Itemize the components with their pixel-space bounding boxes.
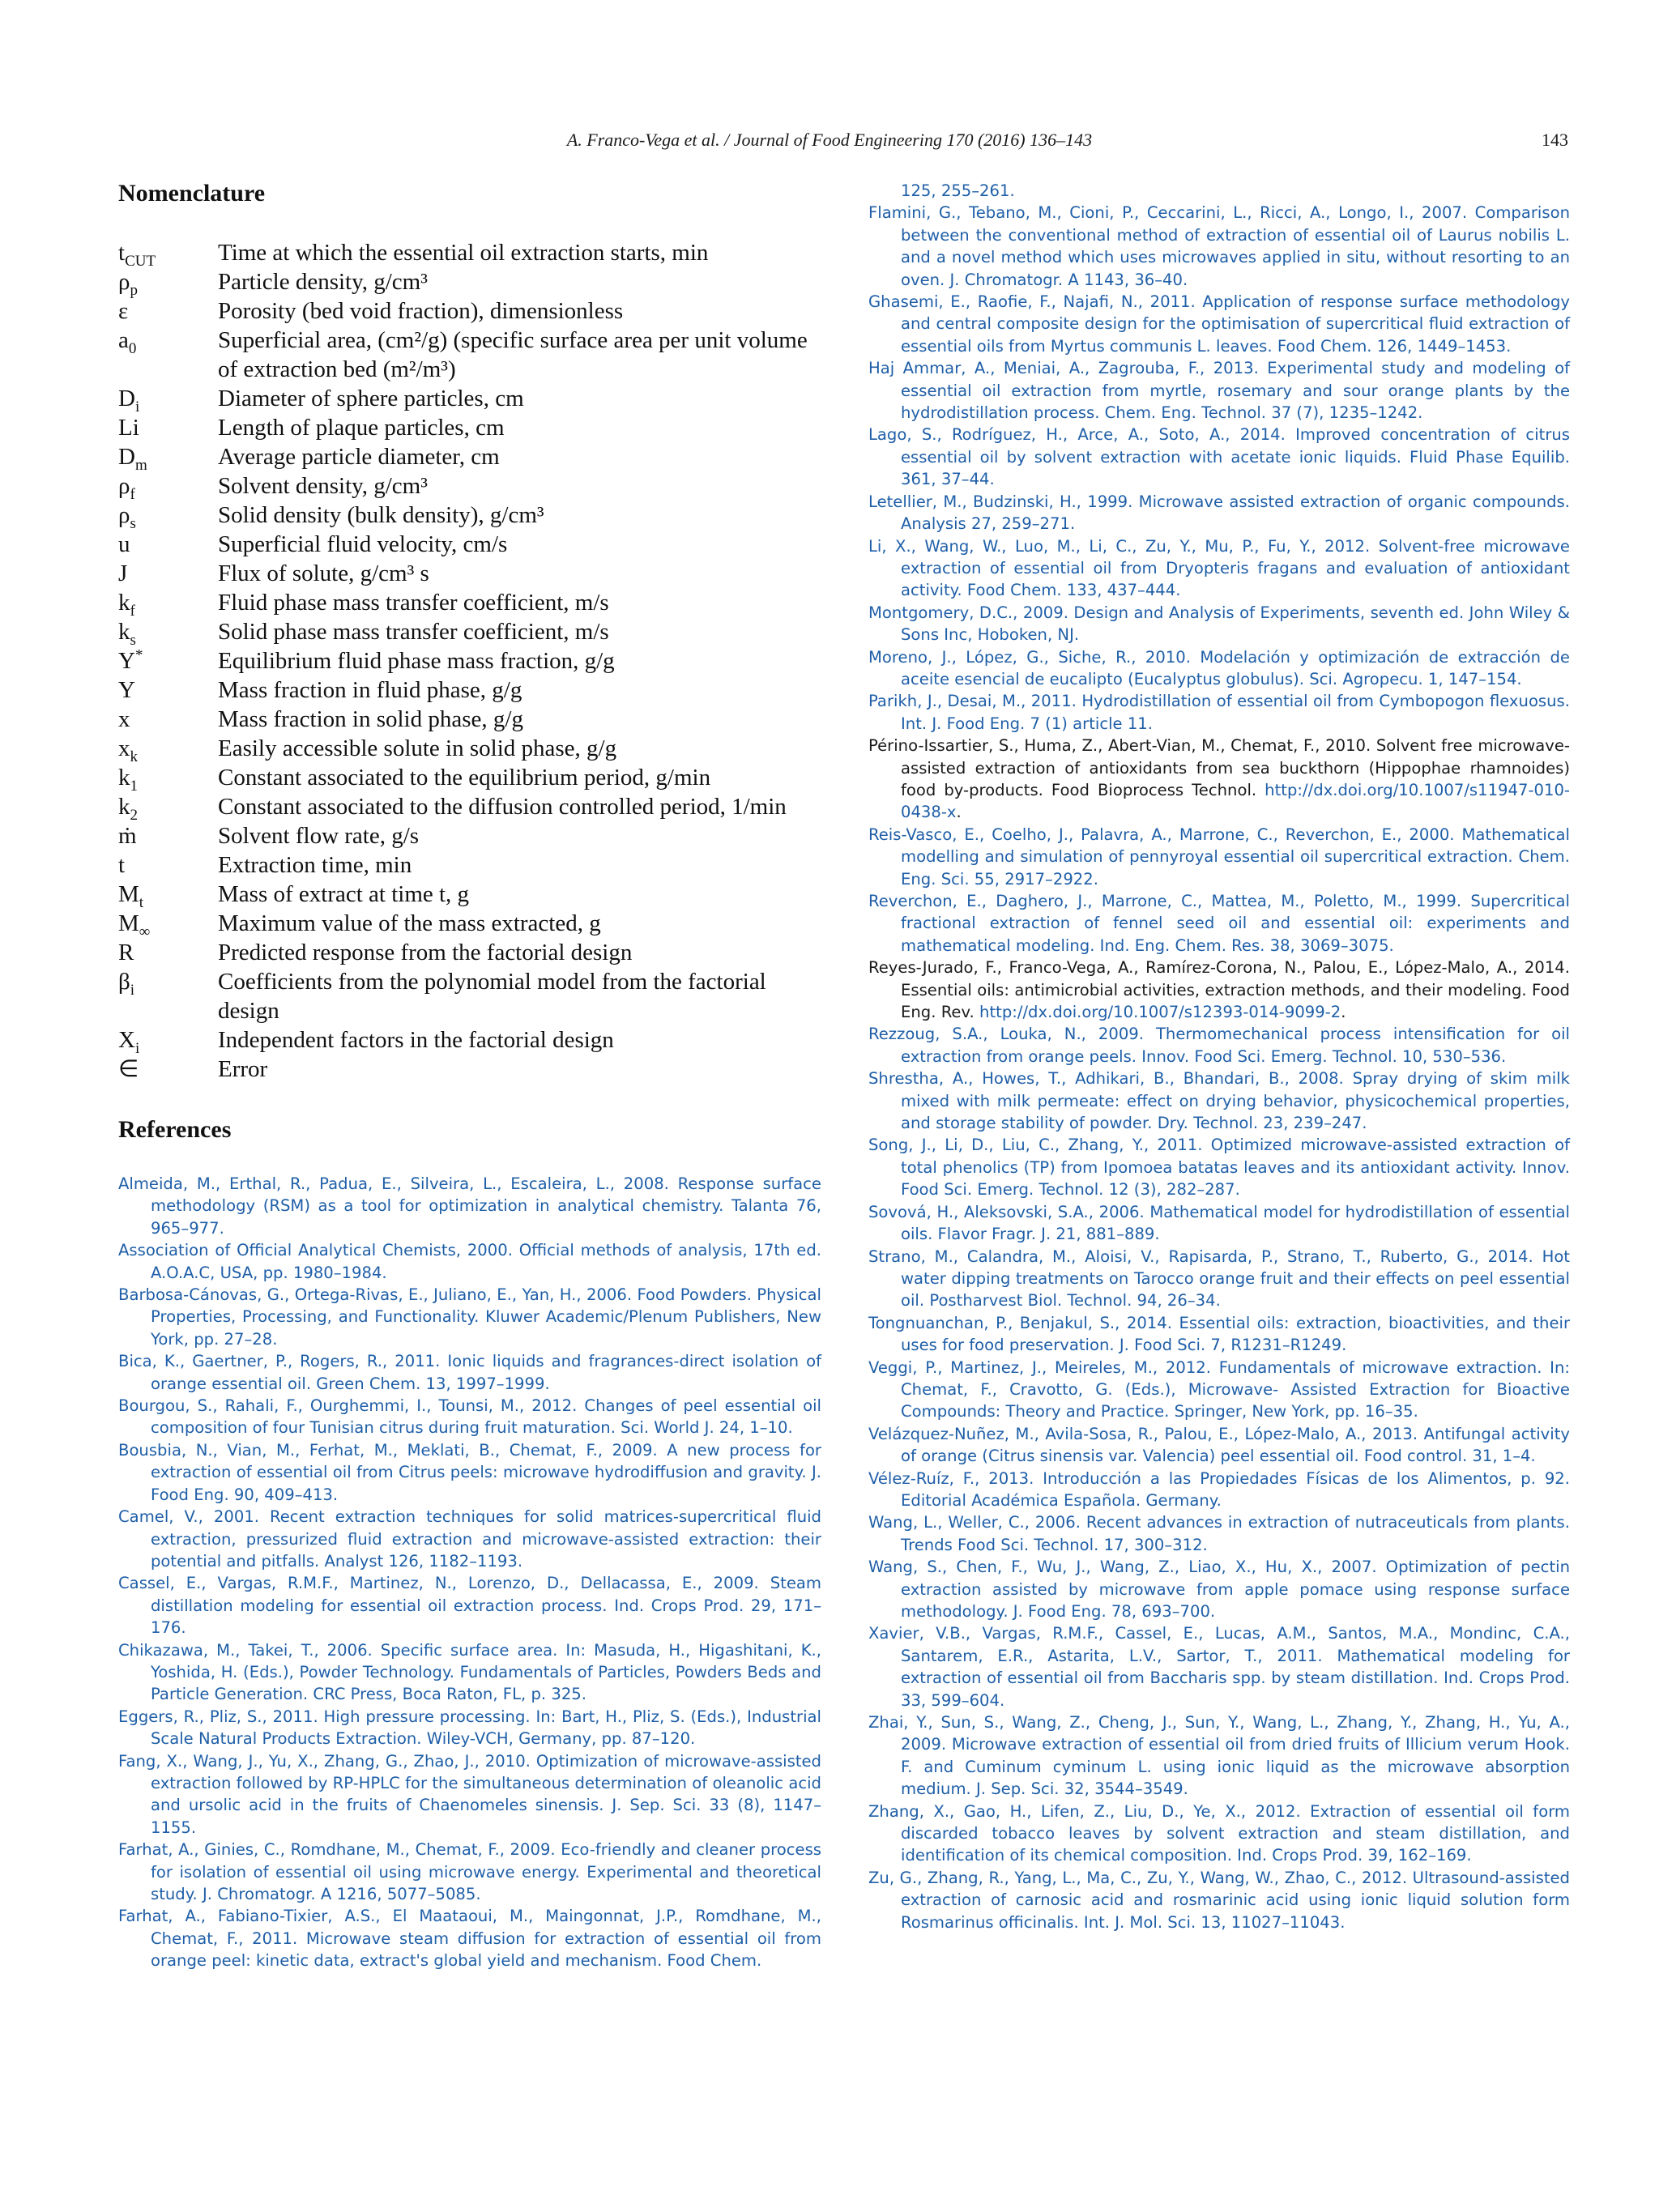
reference-entry[interactable]: 125, 255–261. — [901, 181, 1015, 200]
nomenclature-row — [118, 850, 821, 880]
reference-entry[interactable]: Bousbia, N., Vian, M., Ferhat, M., Meklati, B., Chemat, F., 2009. A new process for extraction of essential oil from Citrus peels: microwave hydrodiffusion and gravity. J. Food Eng. 90, 409–413. — [118, 1440, 821, 1504]
nomenclature-symbol: Li — [118, 415, 139, 441]
reference-entry[interactable]: Chikazawa, M., Takei, T., 2006. Specific surface area. In: Masuda, H., Higashitani, K., Yoshida, H. (Eds.), Powder Technology. Fundamentals of Particles, Powders Beds and Particle Generation. CRC Press, Boca Raton, FL, p. 325. — [118, 1640, 821, 1704]
nomenclature-symbol: $k_1$ — [118, 765, 138, 795]
nomenclature-definition: Superficial area, (cm²/g) (specific surface area per unit volume of extraction bed (m²/m³) — [218, 327, 808, 382]
reference-entry[interactable]: Tongnuanchan, P., Benjakul, S., 2014. Essential oils: extraction, bioactivities, and their uses for food preservation. J. Food Sci. 7, R1231–R1249. — [868, 1313, 1570, 1355]
nomenclature-row — [118, 967, 821, 1025]
reference-entry[interactable]: Zhang, X., Gao, H., Lifen, Z., Liu, D., Ye, X., 2012. Extraction of essential oil form discarded tobacco leaves by solvent extraction and steam distillation, and identification of its chemical composition. Ind. Crops Prod. 39, 162–169. — [868, 1801, 1570, 1865]
nomenclature-row — [118, 1055, 821, 1084]
nomenclature-definition: Mass of extract at time t, g — [218, 881, 470, 907]
nomenclature-definition: Fluid phase mass transfer coefficient, m/s — [218, 590, 609, 616]
nomenclature-row — [118, 938, 821, 967]
reference-entry[interactable]: Barbosa-Cánovas, G., Ortega-Rivas, E., Juliano, E., Yan, H., 2006. Food Powders. Physical Properties, Processing, and Functionality. Kluwer Academic/Plenum Publishers, New York, pp. 27–28. — [118, 1285, 821, 1349]
nomenclature-definition: Solid phase mass transfer coefficient, m/s — [218, 619, 609, 645]
reference-entry[interactable]: Moreno, J., López, G., Siche, R., 2010. Modelación y optimización de extracción de aceite esencial de eucalipto (Eucalyptus globulus). Sci. Agropecu. 1, 147–154. — [868, 647, 1570, 688]
reference-entry[interactable]: Shrestha, A., Howes, T., Adhikari, B., Bhandari, B., 2008. Spray drying of skim milk mixed with milk permeate: effect on drying behavior, physicochemical properties, and storage stability of powder. Dry. Technol. 23, 239–247. — [868, 1069, 1570, 1133]
nomenclature-definition: Mass fraction in solid phase, g/g — [218, 706, 523, 732]
nomenclature-symbol: $\rho_p$ — [118, 269, 138, 299]
nomenclature-symbol: $x_k$ — [118, 735, 138, 765]
reference-entry[interactable]: Xavier, V.B., Vargas, R.M.F., Cassel, E., Lucas, A.M., Santos, M.A., Mondinc, C.A., Santarem, E.R., Astarita, L.V., Sartor, T., 2011. Mathematical modeling for extraction of essential oil from Baccharis spp. by steam distillation. Ind. Crops Prod. 33, 599–604. — [868, 1624, 1570, 1710]
running-header — [0, 130, 1659, 154]
nomenclature-row — [118, 676, 821, 705]
left-column — [118, 180, 821, 1972]
nomenclature-symbol: ε — [118, 298, 129, 324]
nomenclature-definition: Superficial fluid velocity, cm/s — [218, 531, 508, 557]
nomenclature-definition: Constant associated to the diffusion controlled period, 1/min — [218, 794, 787, 820]
nomenclature-definition: Solid density (bulk density), g/cm³ — [218, 502, 544, 528]
page-number: 143 — [1542, 130, 1568, 150]
nomenclature-definition: Flux of solute, g/cm³ s — [218, 560, 429, 586]
nomenclature-definition: Independent factors in the factorial design — [218, 1027, 614, 1053]
nomenclature-symbol: $k_2$ — [118, 794, 138, 824]
right-column — [868, 180, 1570, 1933]
reference-entry[interactable]: Sovová, H., Aleksovski, S.A., 2006. Mathematical model for hydrodistillation of essential oils. Flavor Fragr. J. 21, 881–889. — [868, 1202, 1570, 1244]
nomenclature-row — [118, 792, 821, 821]
nomenclature-symbol: Y* — [118, 646, 143, 674]
nomenclature-definition: Coefficients from the polynomial model from the factorial design — [218, 969, 766, 1024]
nomenclature-row — [118, 909, 821, 938]
nomenclature-symbol: Y — [118, 677, 135, 703]
reference-entry[interactable]: Song, J., Li, D., Liu, C., Zhang, Y., 2011. Optimized microwave-assisted extraction of total phenolics (TP) from Ipomoea batatas leaves and its antioxidant activity. Innov. Food Sci. Emerg. Technol. 12 (3), 282–287. — [868, 1136, 1570, 1200]
references-list-left — [118, 1173, 821, 1972]
nomenclature-table — [118, 238, 821, 1084]
reference-entry[interactable]: Bourgou, S., Rahali, F., Ourghemmi, I., Tounsi, M., 2012. Changes of peel essential oil composition of four Tunisian citrus during fruit maturation. Sci. World J. 24, 1–10. — [118, 1396, 821, 1438]
nomenclature-row — [118, 821, 821, 850]
reference-entry[interactable]: Zhai, Y., Sun, S., Wang, Z., Cheng, J., Sun, Y., Wang, L., Zhang, Y., Zhang, H., Yu, A., 2009. Microwave extraction of essential oil from dried fruits of Illicium verum Hook. F. and Cuminum cyminum L. using ionic liquid as the microwave absorption medium. J. Sep. Sci. 32, 3544–3549. — [868, 1713, 1570, 1799]
reference-entry[interactable]: Farhat, A., Fabiano-Tixier, A.S., El Maataoui, M., Maingonnat, J.P., Romdhane, M., Chemat, F., 2011. Microwave steam diffusion for extraction of essential oil from orange peel: kinetic data, extract's global yield and mechanism. Food Chem. — [118, 1907, 821, 1971]
nomenclature-definition: Equilibrium fluid phase mass fraction, g/g — [218, 648, 615, 674]
reference-entry[interactable]: Almeida, M., Erthal, R., Padua, E., Silveira, L., Escaleira, L., 2008. Response surface methodology (RSM) as a tool for optimization in analytical chemistry. Talanta 76, 965–977. — [118, 1174, 821, 1238]
nomenclature-symbol: $M_\infty$ — [118, 910, 151, 940]
nomenclature-row — [118, 734, 821, 763]
reference-entry[interactable]: Reverchon, E., Daghero, J., Marrone, C., Mattea, M., Poletto, M., 1999. Supercritical fractional extraction of fennel seed oil and essential oil: experiments and mathematical modeling. Ind. Eng. Chem. Res. 38, 3069–3075. — [868, 892, 1570, 955]
nomenclature-definition: Extraction time, min — [218, 852, 412, 878]
nomenclature-row — [118, 705, 821, 734]
reference-entry[interactable]: Strano, M., Calandra, M., Aloisi, V., Rapisarda, P., Strano, T., Ruberto, G., 2014. Hot water dipping treatments on Tarocco orange fruit and their effects on peel essential oil. Postharvest Biol. Technol. 94, 26–34. — [868, 1247, 1570, 1311]
nomenclature-row — [118, 326, 821, 384]
reference-entry: Reyes-Jurado, F., Franco-Vega, A., Ramírez-Corona, N., Palou, E., López-Malo, A., 2014. Essential oils: antimicrobial activities, extraction methods, and their modeling. Food Eng. Rev. http://dx.doi.org/10.1007/s12393-014-9099-2. — [868, 958, 1570, 1022]
reference-entry[interactable]: Vélez-Ruíz, F., 2013. Introducción a las Propiedades Físicas de los Alimentos, p. 92. Editorial Académica Española. Germany. — [868, 1468, 1570, 1510]
reference-entry[interactable]: Lago, S., Rodríguez, H., Arce, A., Soto, A., 2014. Improved concentration of citrus essential oil by solvent extraction with acetate ionic liquids. Fluid Phase Equilib. 361, 37–44. — [868, 425, 1570, 489]
reference-entry[interactable]: Zu, G., Zhang, R., Yang, L., Ma, C., Zu, Y., Wang, W., Zhao, C., 2012. Ultrasound-assisted extraction of carnosic acid and rosmarinic acid using ionic liquid solution form Rosmarinus officinalis. Int. J. Mol. Sci. 13, 11027–11043. — [868, 1868, 1570, 1932]
reference-entry[interactable]: Eggers, R., Pliz, S., 2011. High pressure processing. In: Bart, H., Pliz, S. (Eds.), Industrial Scale Natural Products Extraction. Wiley-VCH, Germany, pp. 87–120. — [118, 1707, 821, 1749]
nomenclature-row — [118, 442, 821, 471]
nomenclature-symbol: u — [118, 531, 130, 557]
nomenclature-definition: Error — [218, 1056, 268, 1082]
nomenclature-symbol: $k_f$ — [118, 590, 135, 620]
nomenclature-row — [118, 588, 821, 617]
journal-citation: A. Franco-Vega et al. / Journal of Food Engineering 170 (2016) 136–143 — [566, 130, 1093, 150]
nomenclature-symbol: $\rho_s$ — [118, 502, 136, 532]
nomenclature-symbol: x — [118, 706, 130, 732]
reference-entry[interactable]: Montgomery, D.C., 2009. Design and Analysis of Experiments, seventh ed. John Wiley & Sons Inc, Hoboken, NJ. — [868, 603, 1570, 645]
reference-entry[interactable]: Haj Ammar, A., Meniai, A., Zagrouba, F., 2013. Experimental study and modeling of essential oil extraction from myrtle, rosemary and sour orange plants by the hydrodistillation process. Chem. Eng. Technol. 37 (7), 1235–1242. — [868, 359, 1570, 423]
nomenclature-row — [118, 559, 821, 588]
nomenclature-row — [118, 501, 821, 530]
nomenclature-symbol: $t_{CUT}$ — [118, 240, 156, 270]
nomenclature-definition: Mass fraction in fluid phase, g/g — [218, 677, 522, 703]
nomenclature-definition: Easily accessible solute in solid phase, g/g — [218, 735, 617, 761]
nomenclature-definition: Diameter of sphere particles, cm — [218, 386, 524, 411]
nomenclature-definition: Porosity (bed void fraction), dimensionless — [218, 298, 624, 324]
reference-entry[interactable]: Association of Official Analytical Chemists, 2000. Official methods of analysis, 17th ed. A.O.A.C, USA, pp. 1980–1984. — [118, 1241, 821, 1282]
references-heading: References — [118, 1116, 232, 1143]
reference-entry[interactable]: Wang, S., Chen, F., Wu, J., Wang, Z., Liao, X., Hu, X., 2007. Optimization of pectin extraction assisted by microwave from apple pomace using response surface methodology. J. Food Eng. 78, 693–700. — [868, 1558, 1570, 1621]
nomenclature-row — [118, 384, 821, 413]
reference-entry[interactable]: Fang, X., Wang, J., Yu, X., Zhang, G., Zhao, J., 2010. Optimization of microwave-assisted extraction followed by RP-HPLC for the simultaneous determination of oleanolic acid and ursolic acid in the fruits of Chaenomeles sinensis. J. Sep. Sci. 33 (8), 1147–1155. — [118, 1751, 821, 1837]
nomenclature-symbol: ∈ — [118, 1056, 139, 1082]
nomenclature-definition: Time at which the essential oil extraction starts, min — [218, 240, 709, 266]
nomenclature-symbol: $a_0$ — [118, 327, 137, 357]
reference-entry[interactable]: Veggi, P., Martinez, J., Meireles, M., 2012. Fundamentals of microwave extraction. In: Chemat, F., Cravotto, G. (Eds.), Microwave- Assisted Extraction for Bioactive Compounds: Theory and Practice. Springer, New York, pp. 16–35. — [868, 1357, 1570, 1421]
doi-link[interactable]: http://dx.doi.org/10.1007/s11947-010-0438-x — [901, 780, 1570, 822]
nomenclature-row — [118, 880, 821, 909]
nomenclature-row — [118, 617, 821, 646]
nomenclature-definition: Maximum value of the mass extracted, g — [218, 910, 601, 936]
nomenclature-symbol: $X_i$ — [118, 1027, 140, 1057]
reference-entry[interactable]: Farhat, A., Ginies, C., Romdhane, M., Chemat, F., 2009. Eco-friendly and cleaner process for isolation of essential oil using microwave energy. Experimental and theoretical study. J. Chromatogr. A 1216, 5077–5085. — [118, 1840, 821, 1903]
reference-entry[interactable]: Parikh, J., Desai, M., 2011. Hydrodistillation of essential oil from Cymbopogon flexuosus. Int. J. Food Eng. 7 (1) article 11. — [868, 692, 1570, 733]
nomenclature-symbol: t — [118, 852, 126, 878]
nomenclature-definition: Solvent flow rate, g/s — [218, 823, 420, 849]
nomenclature-row — [118, 471, 821, 501]
reference-entry[interactable]: Bica, K., Gaertner, P., Rogers, R., 2011. Ionic liquids and fragrances-direct isolation of orange essential oil. Green Chem. 13, 1997–1999. — [118, 1352, 821, 1393]
nomenclature-symbol: $D_m$ — [118, 444, 147, 474]
nomenclature-row — [118, 413, 821, 442]
nomenclature-row — [118, 238, 821, 267]
nomenclature-row — [118, 1025, 821, 1055]
reference-entry[interactable]: Flamini, G., Tebano, M., Cioni, P., Ceccarini, L., Ricci, A., Longo, I., 2007. Comparison between the conventional method of extraction of essential oil of Laurus nobilis L. and a novel method which uses microwaves applied in situ, without resorting to an oven. J. Chromatogr. A 1143, 36–40. — [868, 203, 1570, 289]
nomenclature-row — [118, 296, 821, 326]
reference-entry[interactable]: Letellier, M., Budzinski, H., 1999. Microwave assisted extraction of organic compounds. Analysis 27, 259–271. — [868, 492, 1570, 534]
nomenclature-symbol: $D_i$ — [118, 386, 140, 416]
nomenclature-symbol: J — [118, 560, 128, 586]
references-list-right — [868, 180, 1570, 1933]
nomenclature-row — [118, 763, 821, 792]
nomenclature-definition: Constant associated to the equilibrium period, g/min — [218, 765, 711, 791]
reference-entry[interactable]: Rezzoug, S.A., Louka, N., 2009. Thermomechanical process intensification for oil extraction from orange peels. Innov. Food Sci. Emerg. Technol. 10, 530–536. — [868, 1025, 1570, 1066]
nomenclature-definition: Solvent density, g/cm³ — [218, 473, 428, 499]
nomenclature-row — [118, 267, 821, 296]
nomenclature-definition: Length of plaque particles, cm — [218, 415, 505, 441]
nomenclature-row — [118, 646, 821, 676]
nomenclature-symbol: $M_t$ — [118, 881, 144, 911]
reference-entry[interactable]: Camel, V., 2001. Recent extraction techniques for solid matrices-supercritical fluid extraction, pressurized fluid extraction and microwave-assisted extraction: their potential and pitfalls. Analyst 126, 1182–1193. — [118, 1507, 821, 1571]
nomenclature-symbol: $\beta_i$ — [118, 969, 135, 999]
reference-entry[interactable]: Velázquez-Nuñez, M., Avila-Sosa, R., Palou, E., López-Malo, A., 2013. Antifungal activity of orange (Citrus sinensis var. Valencia) peel essential oil. Food control. 31, 1–4. — [868, 1424, 1570, 1466]
doi-link[interactable]: http://dx.doi.org/10.1007/s12393-014-9099-2 — [979, 1003, 1341, 1022]
nomenclature-definition: Average particle diameter, cm — [218, 444, 500, 470]
nomenclature-symbol: ṁ — [118, 823, 137, 849]
nomenclature-definition: Predicted response from the factorial design — [218, 940, 633, 965]
nomenclature-row — [118, 530, 821, 559]
nomenclature-heading: Nomenclature — [118, 180, 266, 207]
reference-entry[interactable]: Wang, L., Weller, C., 2006. Recent advances in extraction of nutraceuticals from plants. Trends Food Sci. Technol. 17, 300–312. — [868, 1513, 1570, 1554]
reference-entry[interactable]: Ghasemi, E., Raofie, F., Najafi, N., 2011. Application of response surface methodology and central composite design for the optimisation of supercritical fluid extraction of essential oils from Myrtus communis L. leaves. Food Chem. 126, 1449–1453. — [868, 292, 1570, 356]
reference-entry[interactable]: Cassel, E., Vargas, R.M.F., Martinez, N., Lorenzo, D., Dellacassa, E., 2009. Steam distillation modeling for essential oil extraction process. Ind. Crops Prod. 29, 171–176. — [118, 1574, 821, 1638]
reference-entry: Périno-Issartier, S., Huma, Z., Abert-Vian, M., Chemat, F., 2010. Solvent free microwave-assisted extraction of antioxidants from sea buckthorn (Hippophae rhamnoides) food by-products. Food Bioprocess Technol. http://dx.doi.org/10.1007/s11947-010-0438-x. — [868, 736, 1570, 822]
nomenclature-symbol: R — [118, 940, 134, 965]
nomenclature-symbol: $\rho_f$ — [118, 473, 135, 503]
reference-entry[interactable]: Reis-Vasco, E., Coelho, J., Palavra, A., Marrone, C., Reverchon, E., 2000. Mathematical modelling and simulation of pennyroyal essential oil supercritical extraction. Chem. Eng. Sci. 55, 2917–2922. — [868, 825, 1570, 889]
nomenclature-definition: Particle density, g/cm³ — [218, 269, 428, 295]
nomenclature-symbol: $k_s$ — [118, 619, 136, 649]
reference-entry[interactable]: Li, X., Wang, W., Luo, M., Li, C., Zu, Y., Mu, P., Fu, Y., 2012. Solvent-free microwave extraction of essential oil from Dryopteris fragans and evaluation of antioxidant activity. Food Chem. 133, 437–444. — [868, 536, 1570, 600]
